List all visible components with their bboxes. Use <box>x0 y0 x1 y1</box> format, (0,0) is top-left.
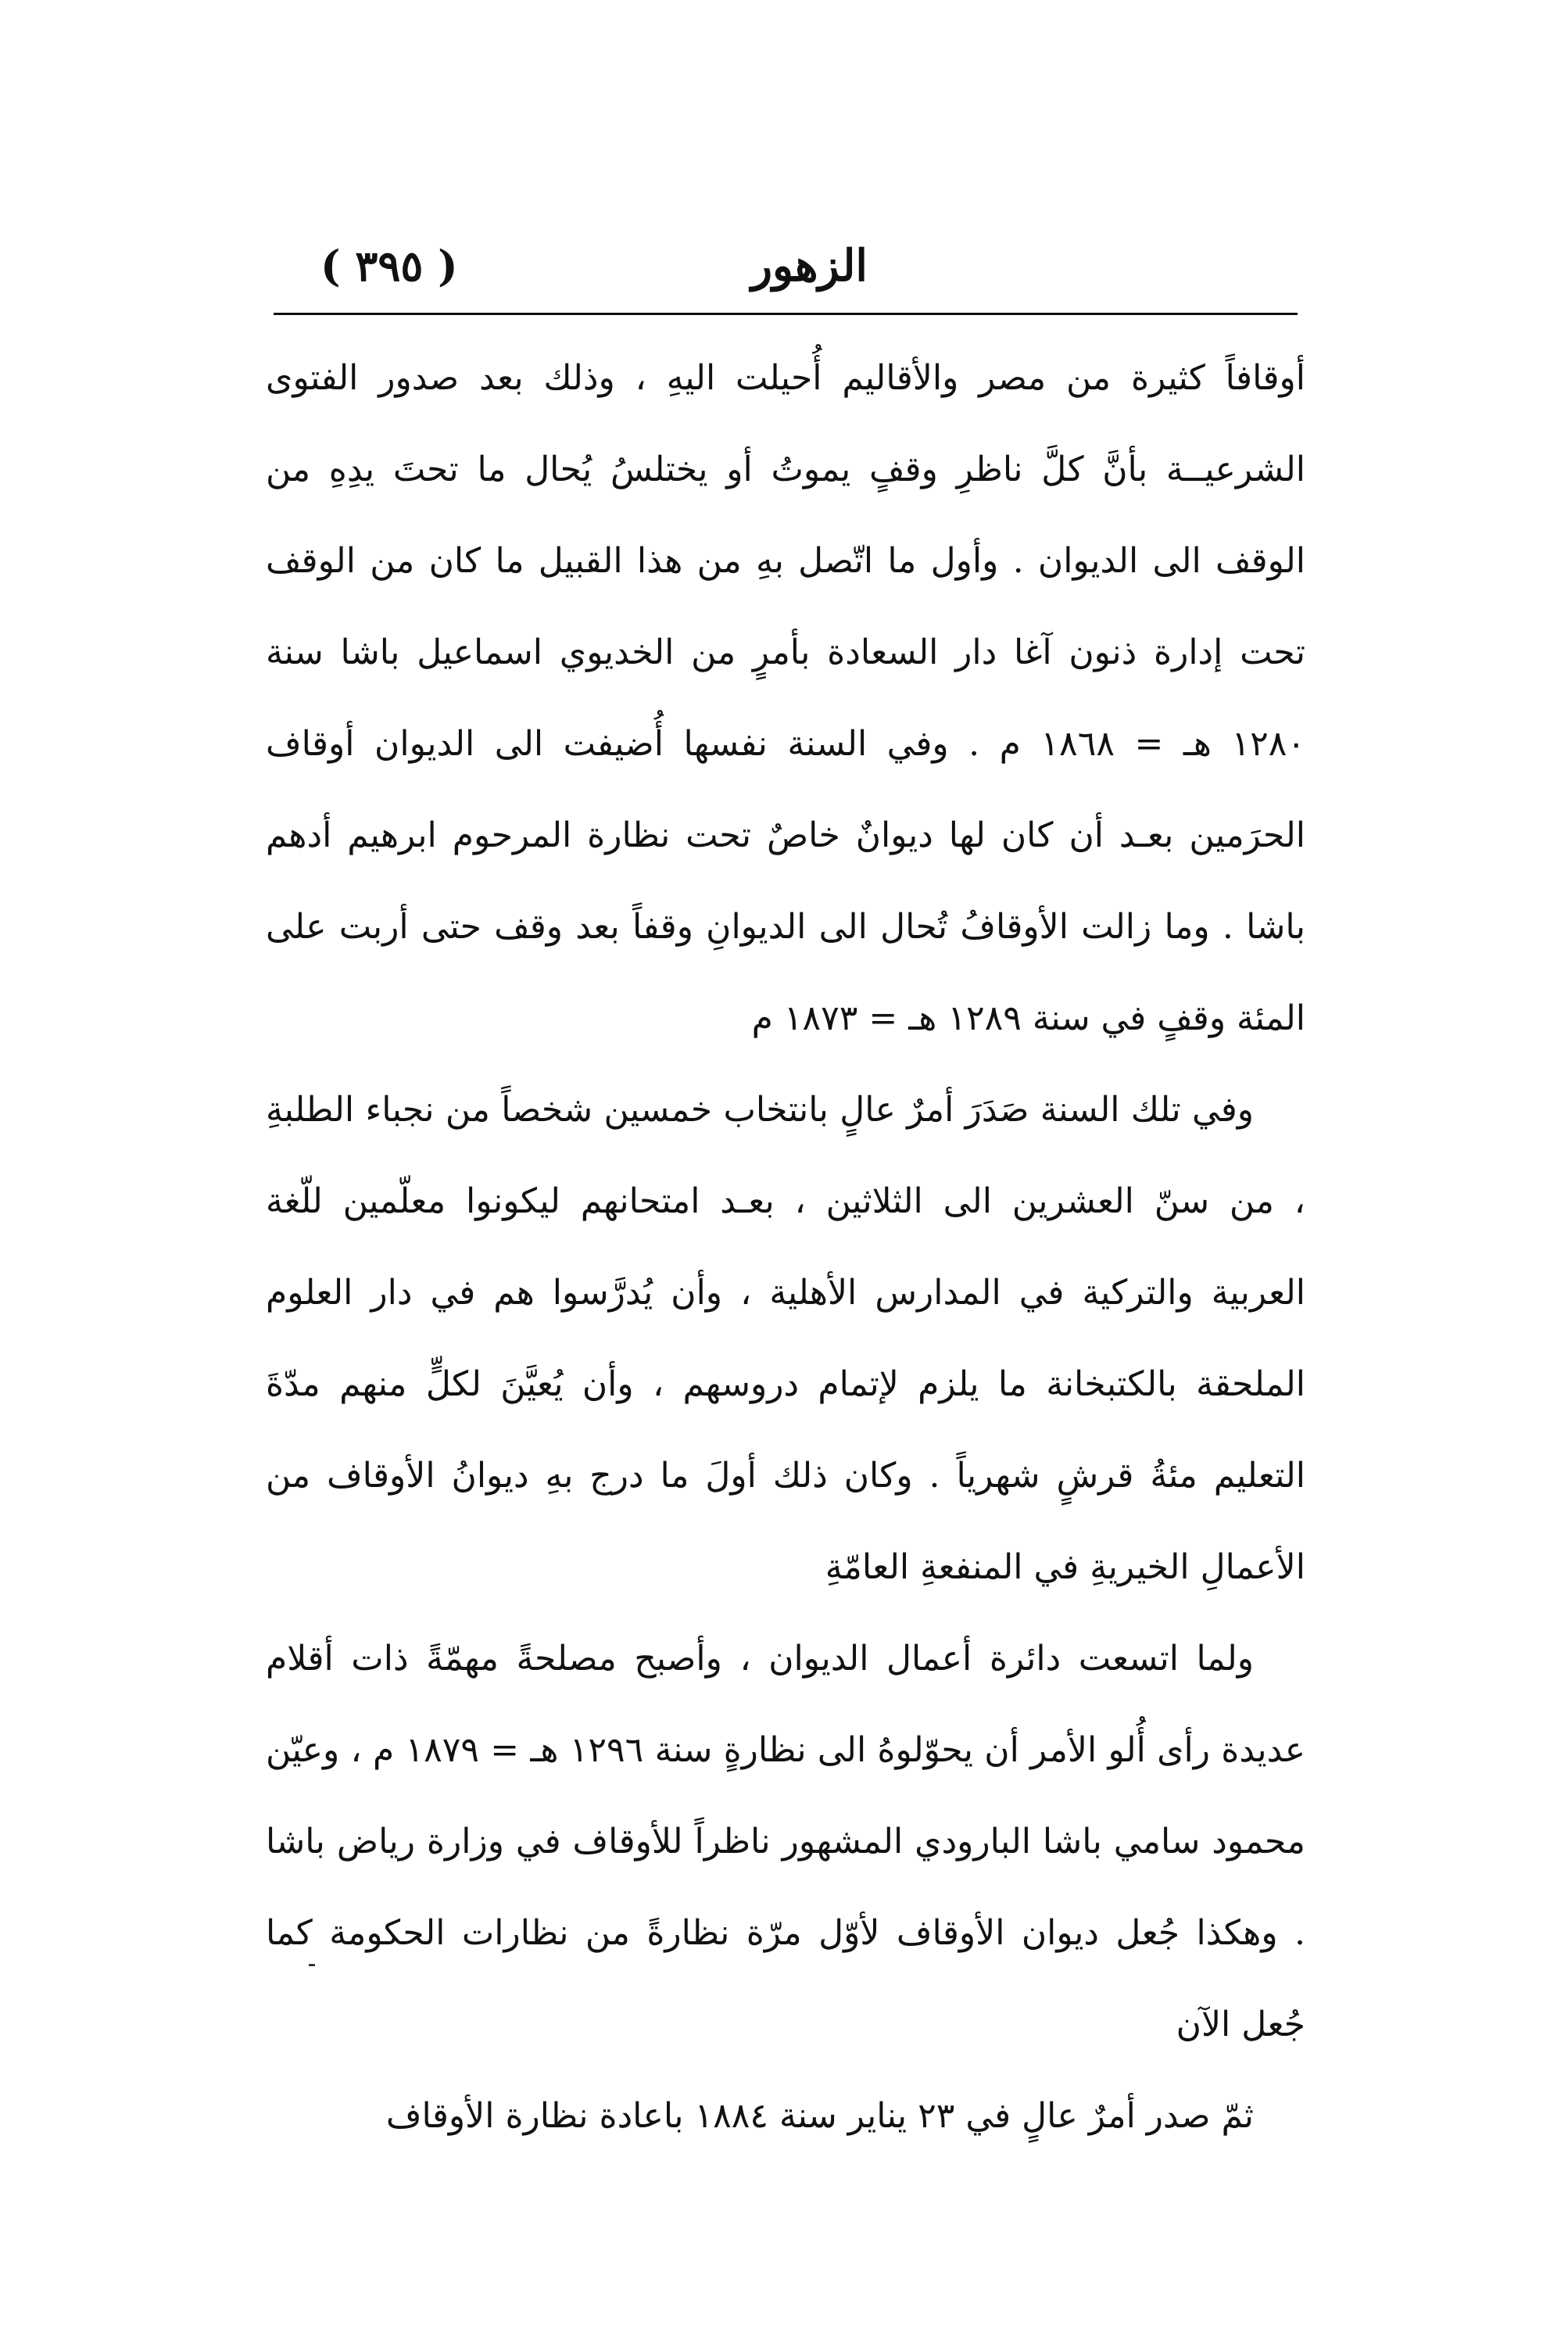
paragraph: وفي تلك السنة صَدَرَ أمرٌ عالٍ بانتخاب خمسين شخصاً من نجباء الطلبةِ ، من سنّ العشرين الى الثلاثين ، بعـد امتحانهم ليكونوا معلّمين للّغة العربية والتركية في المدارس الأهلية ، وأن يُدرَّسوا هم في دار العلوم الملحقة بالكتبخانة ما يلزم لإتمام دروسهم ، وأن يُعيَّنَ لكلٍّ منهم مدّةَ التعليم مئةُ قرشٍ شهرياً . وكان ذلك أولَ ما درج بهِ ديوانُ الأوقاف من الأعمالِ الخيريةِ في المنفعةِ العامّةِ <box>266 1090 1305 1587</box>
paragraph: ثمّ صدر أمرٌ عالٍ في ٢٣ يناير سنة ١٨٨٤ باعادة نظارة الأوقاف <box>385 2096 1254 2136</box>
paragraph: ولما اتسعت دائرة أعمال الديوان ، وأصبح مصلحةً مهمّةً ذات أقلام عديدة رأى أُلو الأمر أن يحوّلوهُ الى نظارةٍ سنة ١٢٩٦ هـ = ١٨٧٩ م ، وعيّن محمود سامي باشا البارودي المشهور ناظراً للأوقاف في وزارة رياض باشا . وهكذا جُعل ديوان الأوقاف لأوّل مرّة نظارةً من نظارات الحكومة كما جُعل الآن <box>266 1639 1306 2044</box>
page-header <box>274 235 1305 305</box>
page-number: ( ٣٩٥ ) <box>320 241 458 291</box>
stray-ink-mark <box>309 1964 315 1966</box>
body-text <box>266 332 1305 2162</box>
header-rule <box>274 313 1298 315</box>
running-title: الزهور <box>750 240 868 292</box>
paragraph: أوقافاً كثيرة من مصر والأقاليم أُحيلت اليهِ ، وذلك بعد صدور الفتوى الشرعيــة بأنَّ كلَّ ناظرِ وقفٍ يموتُ أو يختلسُ يُحال ما تحتَ يدِهِ من الوقف الى الديوان . وأول ما اتّصل بهِ من هذا القبيل ما كان من الوقف تحت إدارة ذنون آغا دار السعادة بأمرٍ من الخديوي اسماعيل باشا سنة ١٢٨٠ هـ = ١٨٦٨ م . وفي السنة نفسها أُضيفت الى الديوان أوقاف الحرَمين بعـد أن كان لها ديوانٌ خاصٌ تحت نظارة المرحوم ابرهيم أدهم باشا . وما زالت الأوقافُ تُحال الى الديوانِ وقفاً بعد وقف حتى أربت على المئة وقفٍ في سنة ١٢٨٩ هـ = ١٨٧٣ م <box>266 358 1305 1038</box>
